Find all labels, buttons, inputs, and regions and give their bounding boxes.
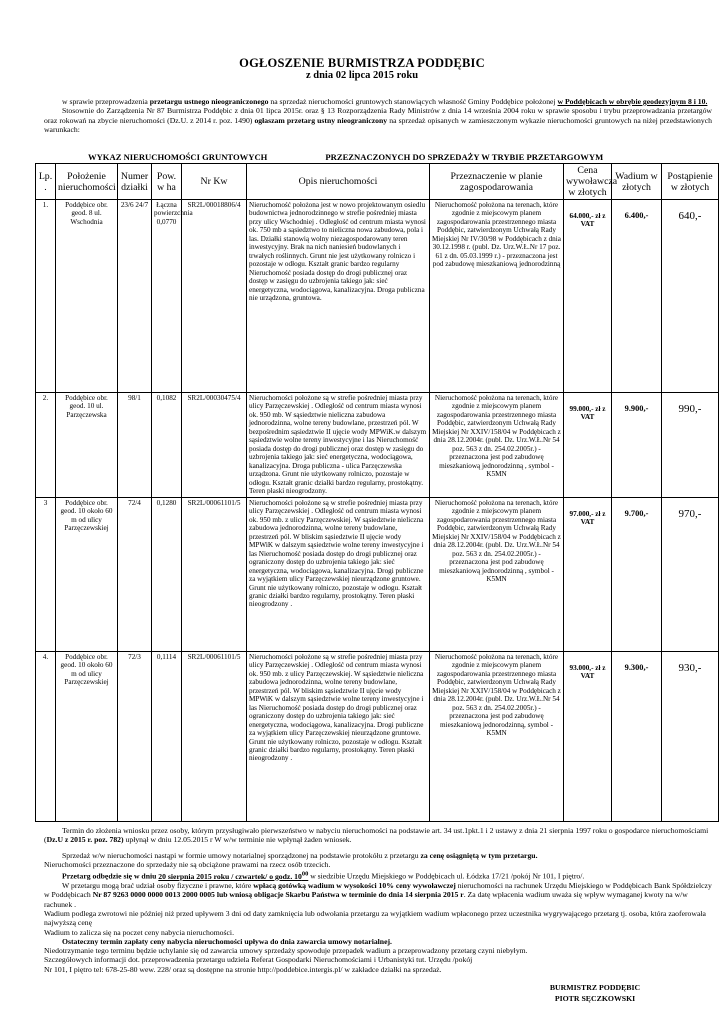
footer-text: W przetargu mogą brać udział osoby fizyczne i prawne, które: [62, 881, 254, 891]
footer-text: w siedzibie Urzędu Miejskiego w Poddębicach ul. Łódzka 17/21 /pokój Nr 101, I piętro/.: [308, 871, 585, 881]
cell-wadium: 9.900,-: [612, 393, 662, 498]
footer-paragraph: Nr 101, I piętro tel: 678-25-80 wew. 228/ oraz są dostępne na stronie http://poddebice.intergis.pl/ w zakładce działki na sprzedaż.: [44, 964, 442, 974]
cell-polozenie: Poddębice obr. geod. 10 około 60 m od ulicy Parzęczewskiej: [56, 652, 118, 822]
footer-bold: Dz.U z 2015 r. poz. 782): [46, 835, 124, 845]
signature-name: PIOTR SĘCZKOWSKI: [554, 994, 636, 1003]
footer-section: [44, 826, 712, 974]
cell-przeznaczenie: Nieruchomość położona na terenach, które zgodnie z miejscowym planem zagospodarowania przestrzennego miasta Poddębic, zatwierdzonym Uchwałą Rady Miejskiej Nr XXIV/158/04 w Poddębicach z dnia 28.12.2004r. (publ. Dz. Urz.W.Ł.Nr 54 poz. 563 z dn. 254.02.2005r.) - przeznaczona jest pod zabudowę mieszkaniową jednorodzinną , symbol -K5MN: [430, 393, 564, 498]
cell-cena: 93.000,- zł z VAT: [564, 652, 612, 822]
cell-opis: Nieruchomości położone są w strefie pośredniej miasta przy ulicy Parzęczewskiej . Odległość od centrum miasta wynosi ok. 950 mb. z ulicy Parzęczewskiej. W sąsiedztwie nieliczna zabudowa jednorodzinna, wolne tereny budowlane, przestrzeń pól. W bliskim sąsiedztwie II ujęcie wody MPWiK w dalszym sąsiedztwie wolne tereny inwestycyjne i las Nieruchomość posiada dostęp do drogi publicznej oraz ograniczony dostęp do uzbrojenia takiego jak: sieć energetyczna, wodociągowa, kanalizacyjna. Drogi publiczne za wyjątkiem ulicy Parzęczewskiej nieurządzone gruntowe. Grunt nie użytkowany rolniczo, pozostaje w odłogu. Kształt granic działki bardzo regularny, prostokątny. Teren płaski nieogrodzony .: [247, 498, 430, 652]
footer-paragraph: Nieruchomości przeznaczone do sprzedaży nie są obciążone prawami na rzecz osób trzecich.: [44, 859, 331, 869]
footer-text: Termin do złożenia wniosku przez osoby, którym przysługiwało pierwszeństwo w nabyciu nieruchomości na podstawie art. 34 ust.1pkt.1 i 2 ustawy z dnia 21 sierpnia 1997 roku o gospodarce nieruchomościami (: [44, 826, 709, 845]
auction-date: 20 sierpnia 2015 roku / czwartek/ o godz. 10: [158, 871, 302, 881]
table-caption-part-2: PRZEZNACZONYCH DO SPRZEDAŻY W TRYBIE PRZETARGOWYM: [325, 152, 604, 162]
cell-numer: 72/3: [118, 652, 152, 822]
intro-text: w sprawie przeprowadzenia: [62, 97, 150, 106]
cell-lp: 4.: [36, 652, 56, 822]
cell-polozenie: Poddębice obr. geod. 10 ul. Parzęczewska: [56, 393, 118, 498]
intro-bold: ogłaszam przetarg ustny nieograniczony: [254, 115, 388, 125]
header-opis: Opis nieruchomości: [247, 164, 430, 200]
footer-text: upłynął w dniu 12.05.2015 r W w/w terminie nie wpłynął żaden wniosek.: [123, 835, 352, 845]
footer-paragraph: [44, 826, 712, 845]
footer-text: Sprzedaż w/w nieruchomości nastąpi w formie umowy notarialnej sporządzonej na podstawie protokółu z przetargu: [62, 850, 421, 860]
footer-paragraph: Szczegółowych informacji dot. przeprowadzenia przetargu udziela Referat Gospodarki Nieruchomościami i Urbanistyki tut. Urzędu /pokój: [44, 955, 473, 965]
cell-numer: 23/6 24/7: [118, 200, 152, 393]
footer-bold: wpłacą gotówką wadium w wysokości 10% ceny wywoławczej: [253, 881, 456, 891]
cell-lp: 2.: [36, 393, 56, 498]
cell-wadium: 6.400,-: [612, 200, 662, 393]
footer-paragraph: [44, 937, 712, 946]
header-kw: Nr Kw: [182, 164, 247, 200]
cell-kw: SR2L/00030475/4: [182, 393, 247, 498]
intro-bold: przetargu ustnego nieograniczonego: [149, 97, 269, 106]
intro-paragraph-2: [44, 106, 712, 134]
cell-kw: SR2L/00061101/5: [182, 498, 247, 652]
table-header-row: [36, 164, 719, 200]
cell-postapienie: 970,-: [662, 498, 719, 652]
cell-postapienie: 990,-: [662, 393, 719, 498]
cell-lp: 3: [36, 498, 56, 652]
footer-paragraph: Niedotrzymanie tego terminu będzie uchylanie się od zawarcia umowy sprzedaży spowoduje przepadek wadium a przeprowadzony przetarg czyni niebyłym.: [44, 946, 528, 956]
header-przeznaczenie: Przeznaczenie w planie zagospodarowania: [430, 164, 564, 200]
header-polozenie: Położenie nieruchomości: [56, 164, 118, 200]
cell-kw: SR2L/00018806/4: [182, 200, 247, 393]
signature-title: BURMISTRZ PODDĘBIC: [549, 983, 641, 992]
cell-wadium: 9.700,-: [612, 498, 662, 652]
cell-cena: 97.000,- zł z VAT: [564, 498, 612, 652]
cell-opis: Nieruchomości położone są w strefie pośredniej miasta przy ulicy Parzęczewskiej . Odległość od centrum miasta wynosi ok. 950 mb. W sąsiedztwie nieliczna zabudowa jednorodzinna, wolne tereny budowlane, przestrzeń pól. W bezpośrednim sąsiedztwie II ujęcie wody MPWiK.w dalszym sąsiedztwie wolne tereny inwestycyjne i las Nieruchomość posiada dostęp do drogi publicznej oraz dostęp w zasięgu do uzbrojenia takiego jak: sieć energetyczna, wodociągowa, kanalizacyjna. Droga publiczna - ulica Parzęczewska urządzona. Grunt nie użytkowany rolniczo, pozostaje w odłogu. Kształt granic działki bardzo regularny, prostokątny. Teren płaski nieogrodzony.: [247, 393, 430, 498]
cell-pow: 0,1114: [152, 652, 182, 822]
cell-cena: 64.000,- zł z VAT: [564, 200, 612, 393]
footer-text: nieruchomości na rachunek Urzędu Miejskiego w Poddębicach Bank Spółdzielczy w Poddębicach: [44, 881, 712, 900]
table-caption: [88, 152, 661, 162]
header-wadium: Wadium w złotych: [612, 164, 662, 200]
cell-numer: 98/1: [118, 393, 152, 498]
cell-przeznaczenie: Nieruchomość położona na terenach, które zgodnie z miejscowym planem zagospodarowania przestrzennego miasta Poddębic, zatwierdzonym Uchwałą Rady Miejskiej Nr IV/30/98 w Poddębicach z dnia 30.12.1998 r. (publ. Dz. Urz.W.Ł.Nr 17 poz. 61 z dn. 05.03.1999 r.) - przeznaczona jest pod zabudowę mieszkaniową jednorodzinną: [430, 200, 564, 393]
header-numer: Numer działki: [118, 164, 152, 200]
cell-wadium: 9.300,-: [612, 652, 662, 822]
document-date: z dnia 02 lipca 2015 roku: [305, 70, 419, 81]
footer-paragraph: [44, 869, 712, 881]
cell-polozenie: Poddębice obr. geod. 10 około 60 m od ulicy Parzęczewskiej: [56, 498, 118, 652]
cell-lp: 1.: [36, 200, 56, 393]
cell-cena: 99.000,- zł z VAT: [564, 393, 612, 498]
table-row: [36, 498, 719, 652]
intro-paragraph-1: [44, 97, 712, 106]
auction-time-sup: 00: [301, 870, 309, 878]
cell-pow: 0,1280: [152, 498, 182, 652]
cell-pow: 0,1082: [152, 393, 182, 498]
cell-przeznaczenie: Nieruchomość położona na terenach, które zgodnie z miejscowym planem zagospodarowania przestrzennego miasta Poddębic, zatwierdzonym Uchwałą Rady Miejskiej Nr XXIV/158/04 w Poddębicach z dnia 28.12.2004r. (publ. Dz. Urz.W.Ł.Nr 54 poz. 563 z dn. 254.02.2005r.) - przeznaczona jest pod zabudowę mieszkaniową jednorodzinną, symbol -K5MN: [430, 652, 564, 822]
footer-bold: Ostateczny termin zapłaty ceny nabycia nieruchomości upływa do dnia zawarcia umowy notarialnej.: [62, 936, 392, 946]
intro-text: Stosownie do Zarządzenia Nr 87 Burmistrza Poddębic z dnia 01 lipca 2015r. oraz § 13 Rozporządzenia Rady Ministrów z dnia 14 września 2004 roku w sprawie sposobu i trybu przeprowadzania przetargów oraz rokowań na zbycie nieruchomości (Dz.U. z 2014 r. poz. 1490): [44, 106, 712, 125]
table-row: [36, 200, 719, 393]
cell-kw: SR2L/00061101/5: [182, 652, 247, 822]
bank-account: Nr 87 9263 0000 0000 0013 2000 0005 lub wniosą obligacje Skarbu Państwa w terminie do dnia 14 sierpnia 2015 r: [92, 890, 464, 900]
header-pow: Pow. w ha: [152, 164, 182, 200]
intro-text: na sprzedaż nieruchomości gruntowych stanowiących własność Gminy Poddębice położonej: [268, 97, 558, 106]
cell-pow: Łączna powierzchnia 0,0770: [152, 200, 182, 393]
footer-paragraph: [44, 851, 712, 860]
table-row: [36, 652, 719, 822]
table-row: [36, 393, 719, 498]
table-caption-part-1: WYKAZ NIERUCHOMOŚCI GRUNTOWYCH: [88, 152, 268, 162]
cell-polozenie: Poddębice obr. geod. 8 ul. Wschodnia: [56, 200, 118, 393]
intro-location: w Poddębicach w obrębie geodezyjnym 8 i 10.: [557, 97, 708, 106]
cell-postapienie: 930,-: [662, 652, 719, 822]
cell-postapienie: 640,-: [662, 200, 719, 393]
cell-przeznaczenie: Nieruchomość położona na terenach, które zgodnie z miejscowym planem zagospodarowania przestrzennego miasta Poddębic, zatwierdzonym Uchwałą Rady Miejskiej Nr XXIV/158/04 w Poddębicach z dnia 28.12.2004r. (publ. Dz. Urz.W.Ł.Nr 54 poz. 563 z dn. 254.02.2005r.) - przeznaczona jest pod zabudowę mieszkaniową jednorodzinną , symbol -K5MN: [430, 498, 564, 652]
header-postapienie: Postąpienie w złotych: [662, 164, 719, 200]
footer-paragraph: [44, 881, 712, 909]
footer-paragraph: Wadium podlega zwrotowi nie później niż przed upływem 3 dni od daty zamknięcia lub odwołania przetargu za wyjątkiem wadium wpłaconego przez uczestnika wygrywającego przetarg tj. osoba, która zaoferowała najwyższą cenę: [44, 908, 706, 928]
footer-bold: Przetarg odbędzie się w dniu: [62, 871, 159, 881]
cell-numer: 72/4: [118, 498, 152, 652]
intro-text: na sprzedaż opisanych w zamieszczonym wykazie nieruchomości gruntowych na niżej przedstawionych warunkach:: [44, 115, 712, 134]
cell-opis: Nieruchomości położone są w strefie pośredniej miasta przy ulicy Parzęczewskiej . Odległość od centrum miasta wynosi ok. 950 mb. z ulicy Parzęczewskiej. W sąsiedztwie nieliczna zabudowa jednorodzinna, wolne tereny budowlane, przestrzeń pól. W bliskim sąsiedztwie II ujęcie wody MPWiK w dalszym sąsiedztwie wolne tereny inwestycyjne i las Nieruchomość posiada dostęp do drogi publicznej oraz ograniczony dostęp do uzbrojenia takiego jak: sieć energetyczna, wodociągowa, kanalizacyjna. Drogi publiczne za wyjątkiem ulicy Parzęczewskiej nieurządzone gruntowe. Grunt nie użytkowany rolniczo, pozostaje w odłogu. Kształt granic działki bardzo regularny, prostokątny. Teren płaski nieogrodzony .: [247, 652, 430, 822]
footer-bold: za cenę osiągniętą w tym przetargu.: [420, 850, 538, 860]
document-title: OGŁOSZENIE BURMISTRZA PODDĘBIC: [239, 56, 485, 70]
footer-text: . Za datę wpłacenia wadium uważa się wpływ wymaganej kwoty na w/w rachunek .: [44, 890, 688, 909]
footer-paragraph: Wadium to zalicza się na poczet ceny nabycia nieruchomości.: [44, 927, 234, 937]
intro-section: [44, 97, 712, 134]
header-cena: Cena wywoławcza w złotych: [564, 164, 612, 200]
header-lp: Lp. .: [36, 164, 56, 200]
property-table: [35, 163, 719, 822]
cell-opis: Nieruchomość położona jest w nowo projektowanym osiedlu budownictwa jednorodzinnego w strefie pośredniej miasta przy ulicy Wschodniej . Odległość od centrum miasta wynosi ok. 750 mb a sąsiedztwo to nieliczna nowa zabudowa, pola i las. Działki stanowią wolny niezagospodarowany teren inwestycyjny. Brak na nich naniesień budowlanych i trwałych roślinnych. Grunt nie jest użytkowany rolniczo i pozostaje w odłogu. Kształt granic bardzo regularny Nieruchomość posiada dostęp do drogi publicznej oraz dostęp w zasięgu do uzbrojenia takiego jak: sieć energetyczna, wodociągowa, kanalizacyjna. Droga publiczna nie urządzona, gruntowa.: [247, 200, 430, 393]
